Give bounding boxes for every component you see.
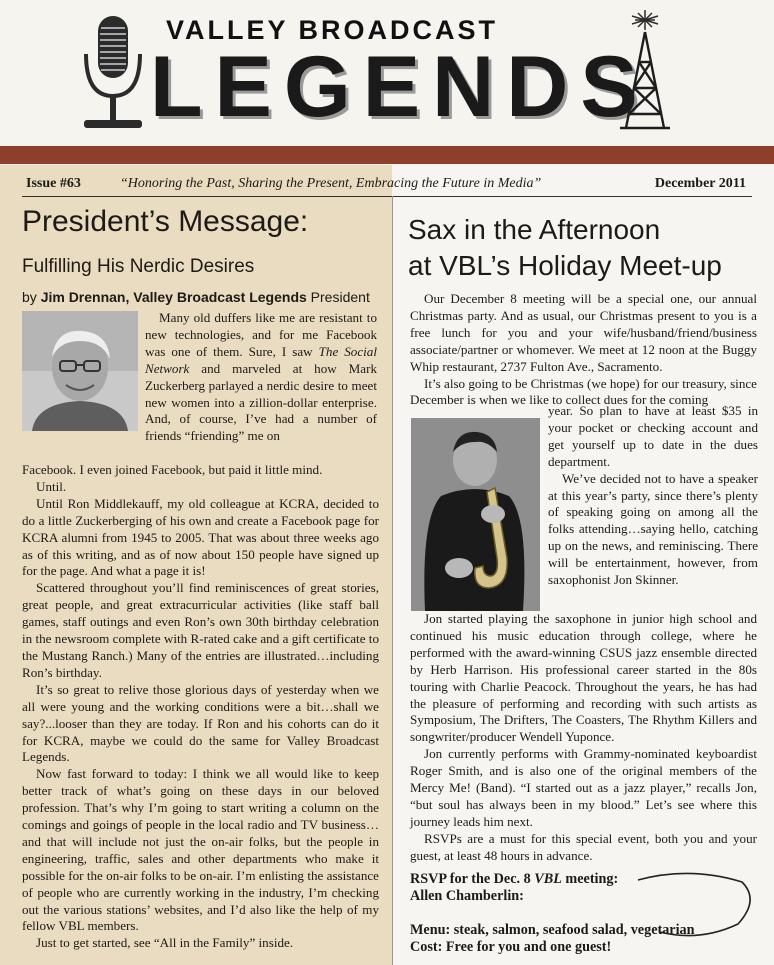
paragraph: RSVPs are a must for this special event, both you and your guest, at least 48 hours in advance.	[410, 830, 757, 863]
headline-line: at VBL’s Holiday Meet-up	[408, 250, 722, 281]
issue-bar	[0, 172, 774, 196]
sax-dues	[548, 403, 758, 589]
jim-drennan-photo	[22, 311, 138, 431]
radio-tower-icon	[612, 10, 678, 132]
paragraph: Jon started playing the saxophone in junior high school and continued his music education through college, where he performed with the award-winning CSUS jazz ensemble directed by Herb Harrison. His professional career started in the 80s touring with Charlie Peacock. Throughout the years, he has had the pleasure of performing and recording with such artists as Symposium, The Drifters, The Coasters, The Rhythm Killers and songwriter/producer Wendell Yuponce.	[410, 611, 757, 745]
tagline: “Honoring the Past, Sharing the Present, Embracing the Future in Media”	[120, 176, 542, 191]
microphone-icon	[78, 14, 148, 132]
film-title: The Social Network	[145, 343, 377, 376]
paragraph: We’ve decided not to have a speaker at this year’s party, since there’s plenty of speaking going on among all the folks attending…saying hello, catching up on the news, and reminiscing. There will be entertainment, however, from saxophonist Jon Skinner.	[548, 470, 758, 588]
vbl-italic: VBL	[534, 871, 562, 887]
article-headline-sax	[408, 212, 758, 284]
article-headline-president: President’s Message:	[22, 205, 309, 238]
paragraph: Jon currently performs with Grammy-nominated keyboardist Roger Smith, and is also one of the original members of the Mercy Me! (Band). “I started out as a jazz player,” recalls Jon, “but soul has always been in my blood.” Let’s see where this journey leads him next.	[410, 746, 757, 829]
headline-line: Sax in the Afternoon	[408, 214, 661, 245]
paragraph: Facebook. I even joined Facebook, but paid it little mind.	[22, 462, 323, 477]
hand-drawn-oval-icon	[630, 870, 755, 942]
column-divider	[392, 196, 393, 965]
paragraph: Our December 8 meeting will be a special one, our annual Christmas party. And as usual, our Christmas present to you is a free lunch for you and your wife/husband/friend/business associate/partner or whomever. We meet at 12 noon at the Buggy Whip restaurant, 2737 Fulton Ave., Sacramento.	[410, 291, 757, 374]
paragraph: Now fast forward to today: I think we all would like to keep better track of what’s going on these days in our beloved profession. That’s why I’m going to start writing a column on the comings and goings of people in the local radio and TV business…and that will include not just the on-air folks, but the people in engineering, traffic, sales and other departments who make it possible for the on-air folks to be on-air. I’m enlisting the assistance of people who are currently working in the industry, I’m checking out the various stations’ websites, and I’d also like the help of my fellow VBL members.	[22, 766, 379, 934]
paragraph: Scattered throughout you’ll find reminiscences of great stories, great people, and great extracurricular activities (like staff ball games, staff outings and even Ron’s own 30th birthday celebration in the newsroom complete with R-rated cake and a gift certificate to the Mustang Ranch.) Many of the entries are illustrated…including Ron’s birthday.	[22, 580, 379, 680]
text-run: meeting:	[561, 871, 619, 887]
sax-body	[410, 611, 757, 865]
issue-date: December 2011	[654, 176, 746, 191]
text-run: RSVP for the Dec. 8	[410, 871, 535, 887]
sax-intro	[410, 291, 757, 409]
paragraph: Until.	[36, 478, 67, 494]
text-run: and marveled at how Mark Zuckerberg parlayed a nerdic desire to meet new women into a zillion-dollar enterprise. And, of course, I’ve had a number of friends “friending” me on	[145, 360, 377, 444]
masthead-rule	[0, 146, 774, 164]
byline-prefix: by	[22, 289, 41, 305]
masthead-title: LEGENDS	[150, 39, 650, 135]
rsvp-menu: Menu: steak, salmon, seafood salad, vegetarian	[410, 922, 695, 938]
masthead	[0, 0, 774, 145]
paragraph: It’s so great to relive those glorious days of yesterday when we all were young and the working conditions were a bit…shall we say?...looser than they are today. If Ron and his cohorts can do it for KCRA, maybe we could do the same for Valley Broadcast Legends.	[22, 681, 379, 765]
byline	[22, 289, 370, 305]
paragraph: Just to get started, see “All in the Family” inside.	[36, 935, 294, 951]
text-run: Many old duffers like me are resistant to new technologies, and for me Facebook was one of them. Sure, I saw	[145, 310, 377, 359]
paragraph: year. So plan to have at least $35 in your pocket or checking account and get yourself up to date in the dues department.	[548, 403, 758, 469]
issue-number: Issue #63	[26, 176, 81, 191]
article-subhead: Fulfilling His Nerdic Desires	[22, 256, 255, 277]
president-body	[22, 462, 379, 952]
byline-name: Jim Drennan, Valley Broadcast Legends	[40, 289, 307, 305]
divider	[22, 196, 752, 197]
paragraph: It’s also going to be Christmas (we hope) for our treasury, since December is when we like to collect dues for the coming	[410, 375, 757, 408]
rsvp-contact: Allen Chamberlin:	[410, 888, 524, 904]
masthead-top-line: VALLEY BROADCAST	[166, 15, 499, 45]
president-paragraph-1	[145, 310, 377, 445]
paragraph: Until Ron Middlekauff, my old colleague at KCRA, decided to do a little Zuckerberging of his own and create a Facebook page for KCRA alumni from 1945 to 2005. That was about three weeks ago as of this writing, and as of now about 150 people have signed up for the page. And what a page it is!	[22, 495, 379, 579]
byline-suffix: President	[306, 289, 370, 305]
jon-skinner-photo	[411, 418, 540, 611]
rsvp-cost: Cost: Free for you and one guest!	[410, 939, 612, 955]
